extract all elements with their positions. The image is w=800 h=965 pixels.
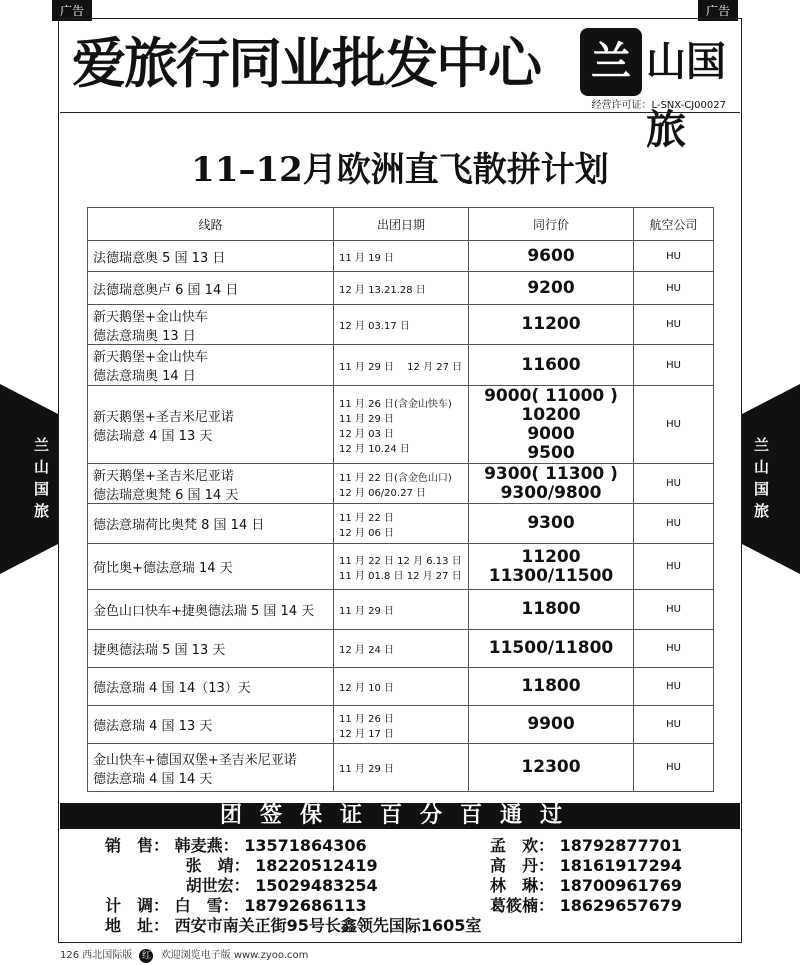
header-route: 线路 bbox=[88, 208, 334, 241]
table-row bbox=[88, 305, 714, 345]
table-row bbox=[88, 464, 714, 504]
route-cell bbox=[88, 706, 334, 744]
airline-cell: HU bbox=[634, 744, 714, 792]
route-cell-line: 金山快车+德国双堡+圣吉米尼亚诺 bbox=[93, 752, 297, 768]
route-cell bbox=[88, 668, 334, 706]
contact-name: 韩麦燕： bbox=[174, 836, 239, 855]
price-cell-line: 9300( 11300 ) bbox=[484, 463, 618, 484]
contact-name: 孟 欢： bbox=[490, 836, 555, 855]
airline-cell: HU bbox=[634, 305, 714, 345]
date-cell bbox=[334, 272, 469, 305]
price-cell-line: 9000 bbox=[527, 423, 575, 444]
side-tab-char: 兰 bbox=[754, 436, 770, 454]
contact-name: 高 丹： bbox=[490, 856, 555, 875]
contact-phone: 18700961769 bbox=[559, 876, 683, 895]
price-cell bbox=[469, 590, 634, 630]
table-row bbox=[88, 345, 714, 386]
route-cell bbox=[88, 241, 334, 272]
logo-mark: 兰 bbox=[580, 28, 642, 96]
date-cell-line: 11 月 22 日 bbox=[339, 512, 394, 524]
route-cell-line: 德法意瑞 4 国 14（13）天 bbox=[93, 681, 251, 696]
price-cell bbox=[469, 241, 634, 272]
contact-phone: 15029483254 bbox=[255, 876, 378, 895]
header-price: 同行价 bbox=[469, 208, 634, 241]
footer-link[interactable]: 欢迎浏览电子版 www.zyoo.com bbox=[160, 950, 309, 961]
price-cell-line: 11200 bbox=[521, 314, 581, 334]
table-row bbox=[88, 386, 714, 464]
route-cell bbox=[88, 590, 334, 630]
price-cell-line: 11800 bbox=[521, 676, 581, 696]
price-cell bbox=[469, 272, 634, 305]
price-cell bbox=[469, 630, 634, 668]
table-row bbox=[88, 706, 714, 744]
date-cell bbox=[334, 706, 469, 744]
side-tab-char: 山 bbox=[754, 458, 770, 476]
route-cell-line: 法德瑞意奥 5 国 13 日 bbox=[93, 250, 226, 266]
date-cell bbox=[334, 590, 469, 630]
contacts-block bbox=[105, 836, 683, 936]
price-cell bbox=[469, 345, 634, 386]
table-header-row bbox=[88, 208, 714, 241]
airline-cell: HU bbox=[634, 706, 714, 744]
price-cell-line: 11200 bbox=[521, 546, 581, 567]
table-row bbox=[88, 544, 714, 590]
route-cell-line: 新天鹅堡+金山快车 bbox=[93, 309, 208, 325]
date-cell-line: 12 月 17 日 bbox=[339, 728, 394, 740]
route-cell bbox=[88, 305, 334, 345]
side-tab-left bbox=[0, 384, 58, 574]
route-cell bbox=[88, 630, 334, 668]
date-cell bbox=[334, 544, 469, 590]
tour-schedule-table bbox=[87, 207, 714, 792]
contact-name: 张 靖： bbox=[185, 856, 250, 875]
logo-text: 山国旅 bbox=[646, 39, 726, 153]
planner-label: 计 调： bbox=[105, 896, 170, 915]
side-tab-char: 旅 bbox=[754, 502, 770, 520]
side-tab-char: 国 bbox=[754, 480, 770, 498]
date-cell bbox=[334, 241, 469, 272]
date-cell-line: 11 月 29 日 bbox=[339, 764, 394, 775]
route-cell bbox=[88, 272, 334, 305]
ad-tag-right: 广告 bbox=[698, 0, 738, 21]
table-row bbox=[88, 504, 714, 544]
route-cell bbox=[88, 544, 334, 590]
date-cell-line: 12 月 24 日 bbox=[339, 645, 394, 656]
price-cell bbox=[469, 706, 634, 744]
route-cell-line: 德法意瑞 4 国 13 天 bbox=[93, 719, 213, 734]
price-cell-line: 10200 bbox=[521, 404, 581, 425]
footer-badge: 红 bbox=[139, 949, 153, 963]
date-cell-line: 11 月 26 日 bbox=[339, 713, 394, 725]
price-cell-line: 11500/11800 bbox=[488, 638, 614, 658]
side-tab-char: 旅 bbox=[34, 502, 50, 520]
date-cell bbox=[334, 744, 469, 792]
route-cell-line: 德法意瑞奥 13 日 bbox=[93, 328, 196, 344]
contact-phone: 18792877701 bbox=[559, 836, 683, 855]
route-cell-line: 法德瑞意奥卢 6 国 14 日 bbox=[93, 282, 239, 298]
table-row bbox=[88, 630, 714, 668]
contact-name: 胡世宏： bbox=[185, 876, 250, 895]
contact-name: 林 琳： bbox=[490, 876, 555, 895]
date-cell bbox=[334, 668, 469, 706]
airline-cell: HU bbox=[634, 464, 714, 504]
airline-cell: HU bbox=[634, 241, 714, 272]
table-row bbox=[88, 668, 714, 706]
price-cell-line: 9000( 11000 ) bbox=[484, 385, 618, 406]
airline-cell: HU bbox=[634, 630, 714, 668]
table-row bbox=[88, 590, 714, 630]
date-cell-line: 11 月 29 日 bbox=[339, 606, 394, 617]
price-cell-line: 9900 bbox=[527, 714, 575, 734]
date-cell bbox=[334, 630, 469, 668]
route-cell bbox=[88, 386, 334, 464]
side-tab-char: 兰 bbox=[34, 436, 50, 454]
address-text: 西安市南关正街95号长鑫领先国际1605室 bbox=[174, 916, 482, 935]
airline-cell: HU bbox=[634, 386, 714, 464]
contact-phone: 18220512419 bbox=[255, 856, 378, 875]
date-cell-line: 12 月 03.17 日 bbox=[339, 321, 410, 332]
route-cell-line: 德法瑞意 4 国 13 天 bbox=[93, 428, 213, 444]
date-cell-line: 11 月 22 日 12 月 6.13 日 bbox=[339, 555, 462, 567]
route-cell-line: 新天鹅堡+圣吉米尼亚诺 bbox=[93, 409, 234, 425]
route-cell-line: 新天鹅堡+金山快车 bbox=[93, 350, 208, 365]
side-tab-char: 国 bbox=[34, 480, 50, 498]
page-title: 11–12月欧洲直飞散拼计划 bbox=[191, 150, 609, 190]
date-cell-line: 12 月 10 日 bbox=[339, 683, 394, 694]
date-cell-line: 11 月 29 日 bbox=[339, 413, 394, 425]
price-cell bbox=[469, 544, 634, 590]
table-row bbox=[88, 744, 714, 792]
price-cell bbox=[469, 386, 634, 464]
date-cell-line: 12 月 06 日 bbox=[339, 527, 394, 539]
price-cell-line: 9300 bbox=[527, 513, 575, 533]
price-cell-line: 12300 bbox=[521, 757, 581, 777]
route-cell-line: 德法瑞意奥梵 6 国 14 天 bbox=[93, 487, 239, 503]
price-cell-line: 9600 bbox=[527, 245, 575, 266]
airline-cell: HU bbox=[634, 668, 714, 706]
date-cell bbox=[334, 504, 469, 544]
price-cell bbox=[469, 744, 634, 792]
footer bbox=[60, 946, 308, 963]
footer-page: 126 西北国际版 bbox=[60, 950, 133, 961]
table-body bbox=[88, 241, 714, 792]
price-cell-line: 11300/11500 bbox=[488, 565, 614, 586]
route-cell-line: 新天鹅堡+圣吉米尼亚诺 bbox=[93, 468, 234, 484]
address-label: 地 址： bbox=[105, 916, 170, 935]
date-cell-line: 11 月 22 日(含金色山口) bbox=[339, 472, 452, 484]
contact-phone: 13571864306 bbox=[244, 836, 367, 855]
route-cell-line: 德法意瑞奥 14 日 bbox=[93, 369, 196, 384]
route-cell bbox=[88, 504, 334, 544]
date-cell-line: 12 月 03 日 bbox=[339, 428, 394, 440]
airline-cell: HU bbox=[634, 504, 714, 544]
airline-cell: HU bbox=[634, 544, 714, 590]
price-cell-line: 9200 bbox=[527, 277, 575, 298]
date-cell-line: 11 月 01.8 日 12 月 27 日 bbox=[339, 570, 462, 582]
ad-tag-left: 广告 bbox=[52, 0, 92, 21]
side-tab-right bbox=[742, 384, 800, 574]
header-airline: 航空公司 bbox=[634, 208, 714, 241]
header bbox=[60, 20, 740, 153]
date-cell bbox=[334, 345, 469, 386]
price-cell-line: 9300/9800 bbox=[500, 482, 602, 503]
date-cell bbox=[334, 305, 469, 345]
price-cell bbox=[469, 668, 634, 706]
date-cell-line: 12 月 13.21.28 日 bbox=[339, 284, 426, 296]
route-cell bbox=[88, 464, 334, 504]
route-cell bbox=[88, 744, 334, 792]
contact-name: 白 雪： bbox=[174, 896, 239, 915]
license-number: 经营许可证：L-SNX-CJ00027 bbox=[591, 100, 726, 111]
route-cell-line: 金色山口快车+捷奥德法瑞 5 国 14 天 bbox=[93, 604, 315, 619]
table-row bbox=[88, 272, 714, 305]
date-cell-line: 12 月 06/20.27 日 bbox=[339, 487, 426, 499]
airline-cell: HU bbox=[634, 272, 714, 305]
date-cell-line: 11 月 29 日 12 月 27 日 bbox=[339, 361, 463, 373]
date-cell-line: 11 月 19 日 bbox=[339, 252, 394, 264]
date-cell-line: 11 月 26 日(含金山快车) bbox=[339, 398, 452, 410]
route-cell-line: 德法意瑞 4 国 14 天 bbox=[93, 771, 213, 787]
side-tab-char: 山 bbox=[34, 458, 50, 476]
table-row bbox=[88, 241, 714, 272]
contact-phone: 18792686113 bbox=[244, 896, 367, 915]
price-cell-line: 11600 bbox=[521, 354, 581, 375]
price-cell bbox=[469, 504, 634, 544]
route-cell-line: 德法意瑞荷比奥梵 8 国 14 日 bbox=[93, 518, 265, 533]
route-cell bbox=[88, 345, 334, 386]
side-tab-right-text bbox=[754, 434, 774, 522]
date-cell bbox=[334, 386, 469, 464]
route-cell-line: 捷奥德法瑞 5 国 13 天 bbox=[93, 643, 226, 658]
date-cell bbox=[334, 464, 469, 504]
contact-name: 葛筱楠： bbox=[490, 896, 555, 915]
brand-title: 爱旅行同业批发中心 bbox=[72, 32, 540, 95]
date-cell-line: 12 月 10.24 日 bbox=[339, 443, 410, 455]
airline-cell: HU bbox=[634, 590, 714, 630]
side-tab-left-text bbox=[34, 434, 54, 522]
price-cell bbox=[469, 464, 634, 504]
price-cell-line: 9500 bbox=[527, 442, 575, 463]
airline-cell: HU bbox=[634, 345, 714, 386]
visa-guarantee-banner: 团签保证百分百通过 bbox=[60, 803, 740, 829]
price-cell bbox=[469, 305, 634, 345]
route-cell-line: 荷比奥+德法意瑞 14 天 bbox=[93, 561, 233, 576]
price-cell-line: 11800 bbox=[521, 599, 581, 619]
sales-label: 销 售： bbox=[105, 836, 170, 855]
header-date: 出团日期 bbox=[334, 208, 469, 241]
contact-phone: 18161917294 bbox=[559, 856, 683, 875]
contact-phone: 18629657679 bbox=[559, 896, 683, 915]
